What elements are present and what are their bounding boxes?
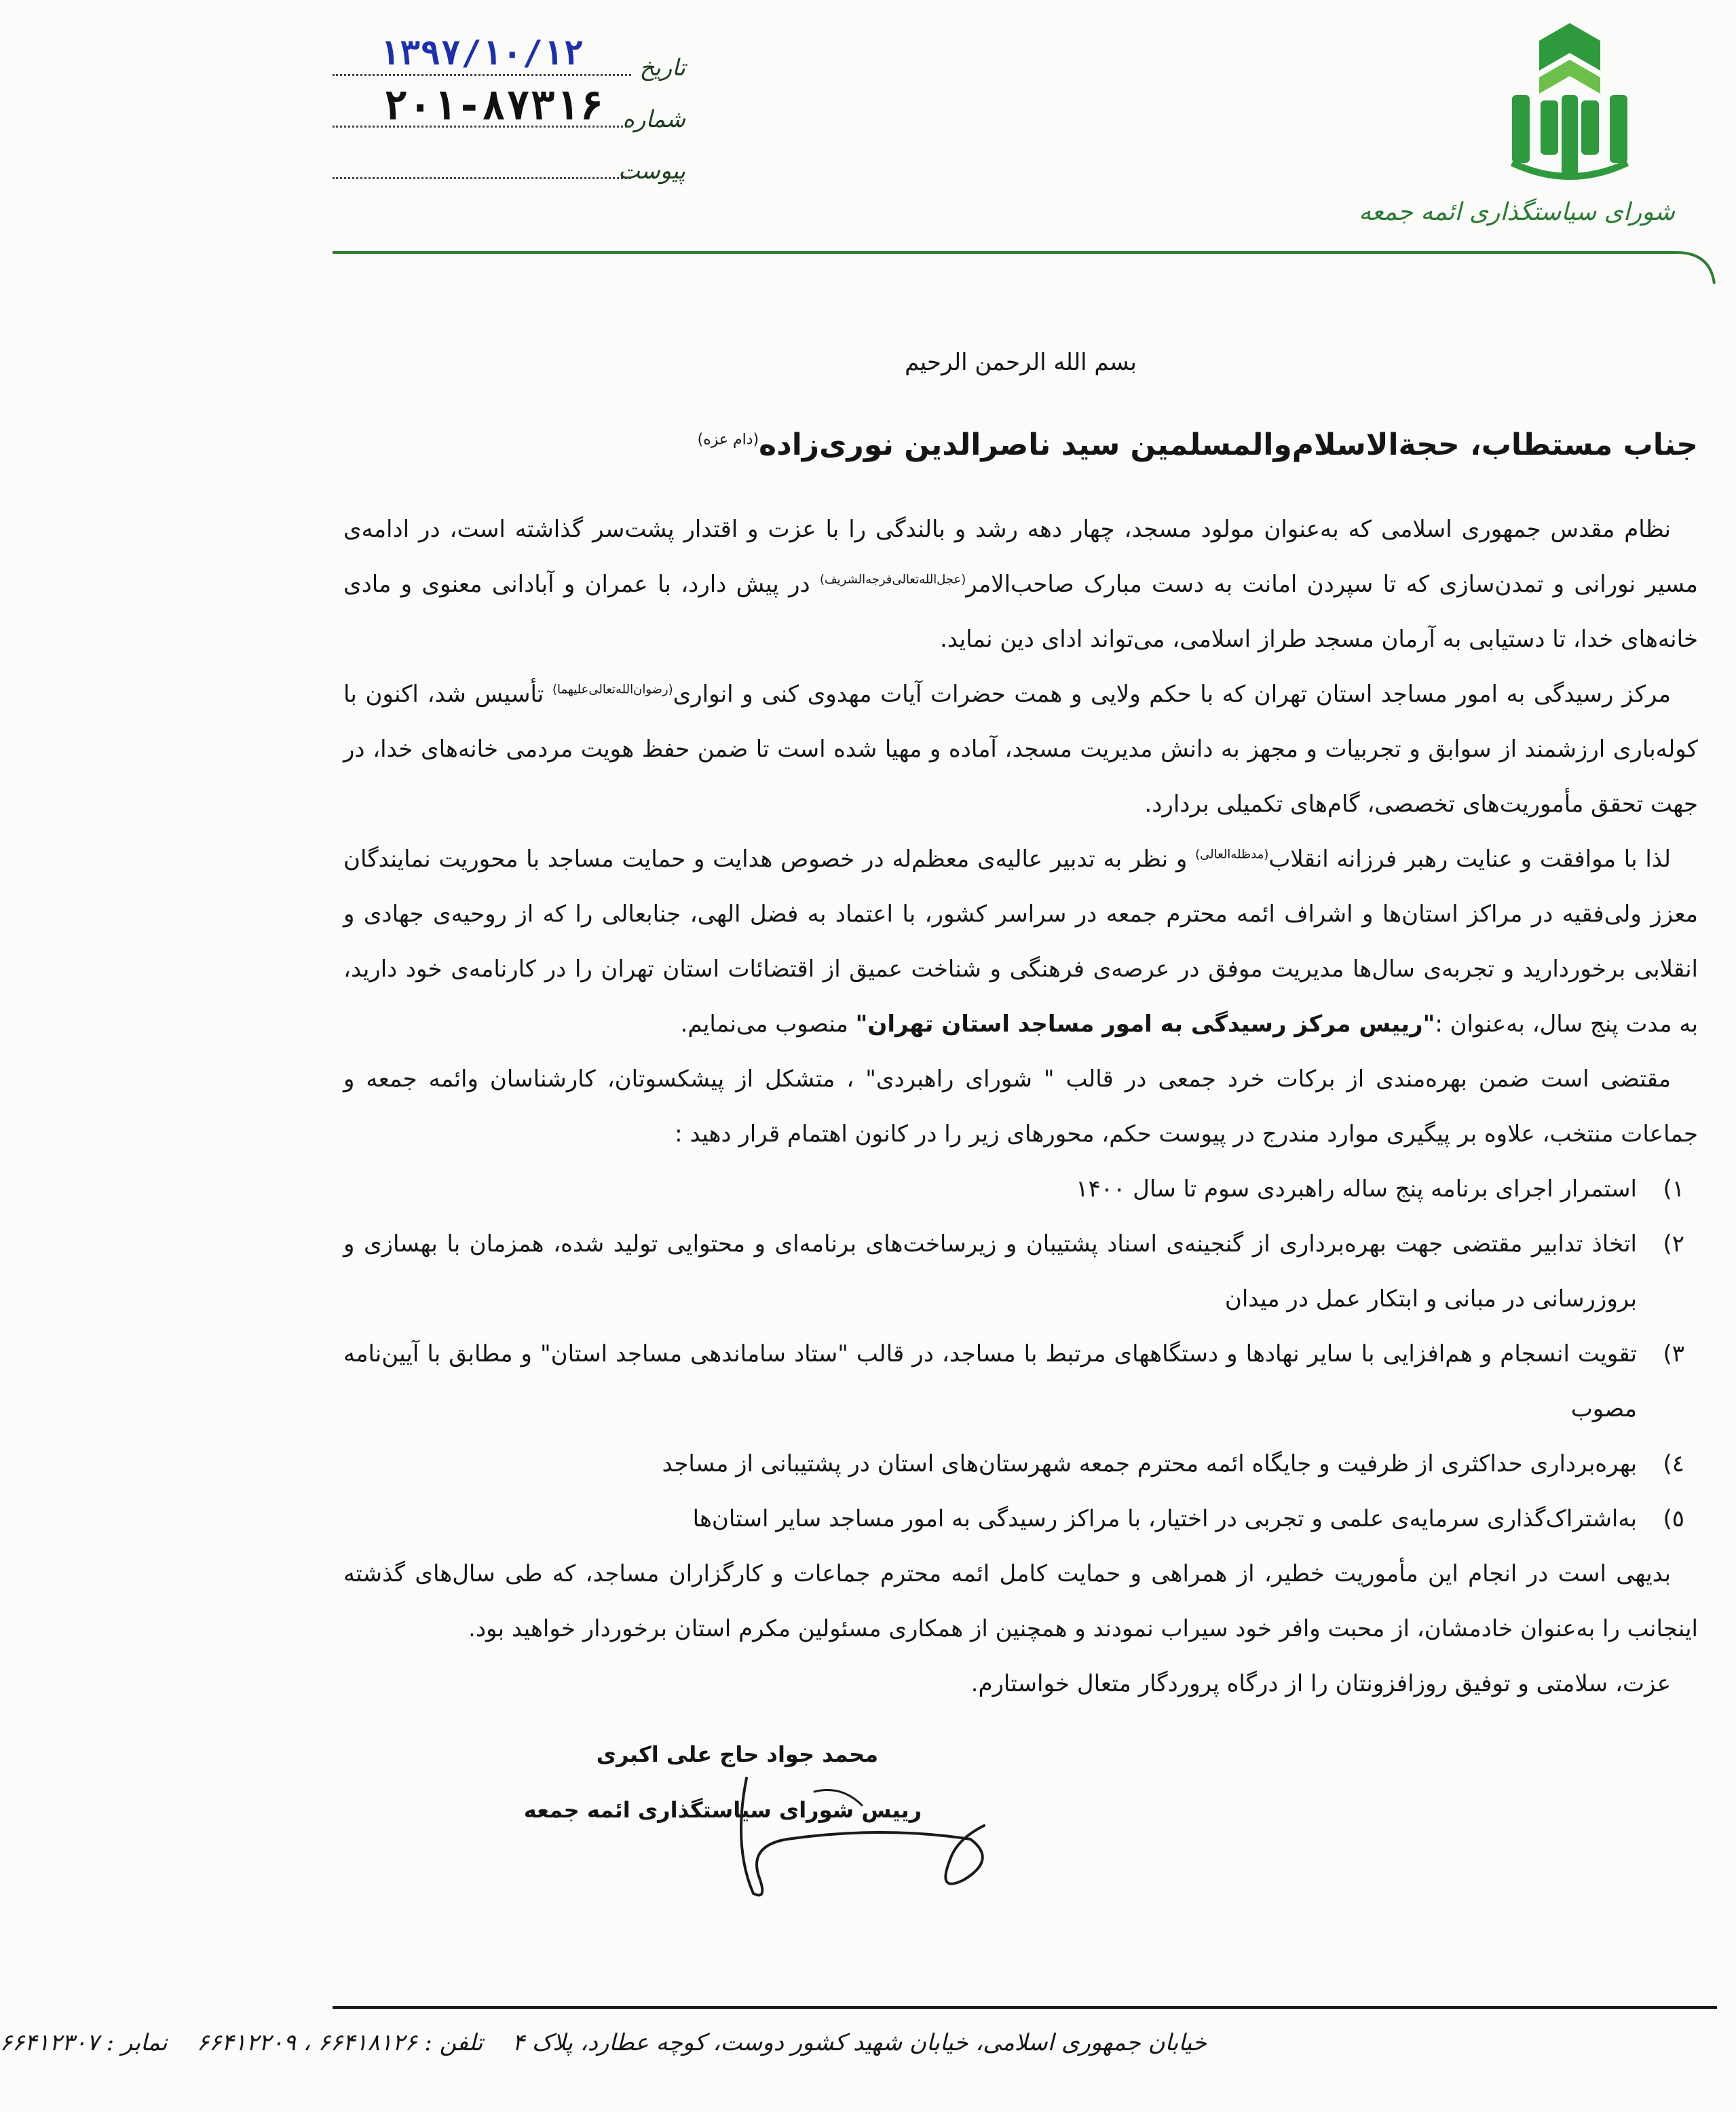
list-item [343, 1492, 1698, 1547]
footer-phones: ۶۶۴۱۸۱۲۶ ، ۶۶۴۱۲۲۰۹ [196, 2029, 417, 2056]
list-item-text: به‌اشتراک‌گذاری سرمایه‌ی علمی و تجربی در اختیار، با مراکز رسیدگی به امور مساجد سایر استان‌ها [692, 1505, 1637, 1532]
attachment-row [333, 137, 685, 189]
list-item-text: بهره‌برداری حداکثری از ظرفیت و جایگاه ائمه محترم جمعه شهرستان‌های استان در پشتیبانی از مساجد [662, 1450, 1637, 1477]
handwritten-signature-icon [706, 1765, 1004, 1907]
footer-phone-label: تلفن : [424, 2029, 483, 2056]
org-name: شورای سیاستگذاری ائمه جمعه [1359, 198, 1675, 226]
paragraph-2-part-a: مرکز رسیدگی به امور مساجد استان تهران که با حکم ولایی و همت حضرات آیات مهدوی کنی و انواری [673, 681, 1671, 708]
paragraph-1-part-b: در پیش دارد، با عمران و آبادانی معنوی و مادی خانه‌های خدا، تا دستیابی به آرمان مسجد طراز اسلامی، می‌تواند ادای دین نماید. [343, 571, 1698, 653]
addressee [698, 428, 1698, 462]
letter-body [343, 502, 1698, 1712]
paragraph-3-part-b: و نظر به تدبیر عالیه‌ی معظم‌له در خصوص هدایت و حمایت مساجد با محوریت نمایندگان معزز ولی‌فقیه در مراکز استان‌ها و اشراف ائمه محترم جمعه در سراسر کشور، با اعتماد به فضل الهی، جنابعالی را که از روحیه‌ی جهادی و انقلابی برخوردارید و تجربه‌ی سال‌ها مدیریت موفق در عرصه‌ی فرهنگی و شناخت عمیق از اقتضائات استان تهران را در کارنامه‌ی خود دارید، به مدت پنج سال، به‌عنوان : [343, 846, 1698, 1038]
footer-fax-label: نمابر : [106, 2029, 168, 2056]
signatory-name: محمد جواد حاج علی اکبری [596, 1741, 878, 1767]
signatory-title: رییس شورای سیاستگذاری ائمه جمعه [523, 1797, 922, 1823]
paragraph-3-part-c: منصوب می‌نمایم. [680, 1011, 856, 1038]
number-line [333, 82, 631, 130]
attachment-line [333, 177, 631, 179]
number-row [333, 82, 685, 137]
paragraph-3-part-a: لذا با موافقت و عنایت رهبر فرزانه انقلاب [1268, 846, 1672, 873]
logo [1359, 20, 1688, 238]
date-value: ۱۳۹۷/۱۰/۱۲ [379, 33, 584, 73]
list-item [343, 1217, 1698, 1327]
footer-fax: ۶۶۴۱۲۳۰۷ [0, 2029, 99, 2056]
paragraph-2 [343, 667, 1698, 832]
list-item-number: ۱) [1663, 1175, 1684, 1203]
appointment-title: "رییس مرکز رسیدگی به امور مساجد استان تهران" [855, 1011, 1435, 1038]
paragraph-1-part-a: نظام مقدس جمهوری اسلامی که به‌عنوان مولود مسجد، چهار دهه رشد و بالندگی را با عزت و اقتدار پشت‌سر گذاشته است، در ادامه‌ی مسیر نورانی و تمدن‌سازی که تا سپردن امانت به دست مبارک صاحب‌الامر [343, 516, 1699, 598]
paragraph-1 [343, 502, 1698, 667]
list-item [343, 1162, 1698, 1217]
list-item-text: تقویت انسجام و هم‌افزایی با سایر نهادها و دستگاههای مرتبط با مساجد، در قالب "ستاد ساماندهی مساجد استان" و مطابق با آیین‌نامه مصوب [343, 1340, 1637, 1422]
paragraph-3 [343, 832, 1698, 1052]
paragraph-4: مقتضی است ضمن بهره‌مندی از برکات خرد جمعی در قالب " شورای راهبردی" ، متشکل از پیشکسوتان، کارشناسان وائمه جمعه و جماعات منتخب، علاوه بر پیگیری موارد مندرج در پیوست حکم، محورهای زیر را در کانون اهتمام قرار دهید : [343, 1066, 1698, 1148]
letter-meta [333, 34, 685, 189]
closing-line: عزت، سلامتی و توفیق روزافزونتان را از درگاه پروردگار متعال خواستارم. [970, 1670, 1671, 1697]
paragraph-2-honorific: (رضوان‌الله‌تعالی‌علیهما) [552, 682, 673, 697]
basmala: بسم الله الرحمن الرحیم [905, 349, 1137, 376]
date-label: تاریخ [639, 54, 685, 81]
footer-address: خیابان جمهوری اسلامی، خیابان شهید کشور دوست، کوچه عطارد، پلاک ۴ [512, 2029, 1207, 2056]
attachment-label: پیوست [618, 157, 685, 185]
list-item-text: اتخاذ تدابیر مقتضی جهت بهره‌برداری از گنجینه‌ی اسناد پشتیبان و زیرساخت‌های برنامه‌ای و محتوایی تولید شده، همزمان با بهسازی و بروزرسانی در مبانی و ابتکار عمل در میدان [343, 1230, 1637, 1313]
list-item-number: ٤) [1663, 1450, 1684, 1477]
list-item [343, 1327, 1698, 1437]
paragraph-3-honorific: (مدظله‌العالی) [1195, 847, 1269, 862]
footer-contact [0, 2029, 1736, 2056]
footer-rule [333, 2006, 1717, 2009]
logo-emblem-icon [1498, 20, 1641, 183]
paragraph-5: بدیهی است در انجام این مأموریت خطیر، از همراهی و حمایت کامل ائمه محترم جماعات و کارگزاران مساجد، که طی سال‌های گذشته اینجانب را به‌عنوان خادمشان، از محبت وافر خود سیراب نمودند و همچنین از همکاری مسئولین مکرم استان برخوردار خواهید بود. [343, 1560, 1698, 1642]
number-label: شماره [622, 106, 685, 133]
date-row [333, 34, 685, 86]
list-item-number: ۲) [1663, 1230, 1684, 1258]
header-rule [333, 243, 1717, 284]
number-value: ۲۰۱-۸۷۳۱۶ [383, 82, 604, 130]
date-line [333, 33, 631, 76]
paragraph-1-honorific: (عجل‌الله‌تعالی‌فرجه‌الشریف) [819, 572, 966, 587]
list-item [343, 1437, 1698, 1492]
list-item-number: ٥) [1663, 1505, 1684, 1532]
addressee-text: جناب مستطاب، حجةالاسلام‌والمسلمین سید ناصرالدین نوری‌زاده [759, 428, 1698, 462]
directives-list [343, 1162, 1698, 1547]
paragraph-2-part-b: تأسیس شد، اکنون با کوله‌باری ارزشمند از سوابق و تجربیات و مجهز به دانش مدیریت مسجد، آماده و مهیا شده است تا ضمن حفظ هویت مردمی خانه‌های خدا، در جهت تحقق مأموریت‌های تخصصی، گام‌های تکمیلی بردارد. [343, 681, 1698, 818]
addressee-honorific: (دام عزه) [697, 431, 759, 449]
list-item-number: ۳) [1663, 1340, 1684, 1368]
list-item-text: استمرار اجرای برنامه پنج ساله راهبردی سوم تا سال ۱۴۰۰ [1076, 1175, 1637, 1203]
